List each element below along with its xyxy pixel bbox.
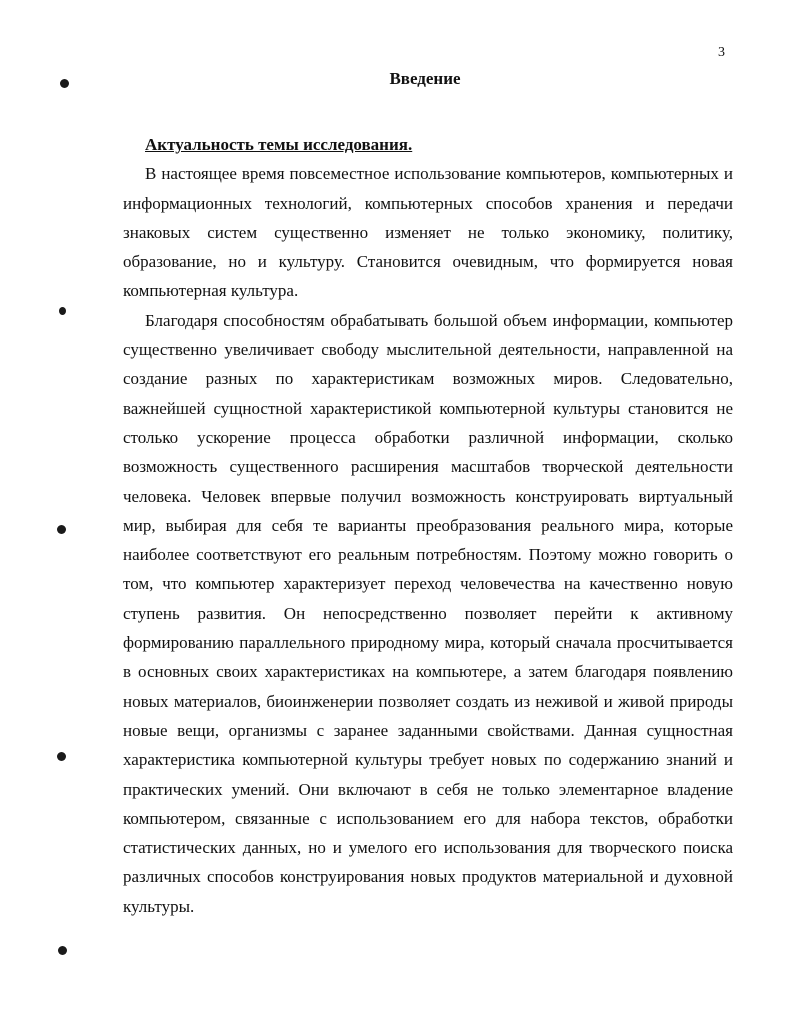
document-body	[123, 130, 733, 921]
binder-hole-mark	[57, 525, 66, 534]
paragraph-2: Благодаря способностям обрабатывать большой объем информации, компьютер существенно увеличивает свободу мыслительной деятельности, направленной на создание разных по характеристикам возможных миров. Следовательно, важнейшей сущностной характеристикой компьютерной культуры становится не столько ускорение процесса обработки различной информации, сколько возможность существенного расширения масштабов творческой деятельности человека. Человек впервые получил возможность конструировать виртуальный мир, выбирая для себя те варианты преобразования реального мира, которые наиболее соответствуют его реальным потребностям. Поэтому можно говорить о том, что компьютер характеризует переход человечества на качественно новую ступень развития. Он непосредственно позволяет перейти к активному формированию параллельного природному мира, который сначала просчитывается в основных своих характеристиках на компьютере, а затем благодаря появлению новых материалов, биоинженерии позволяет создать из неживой и живой природы новые вещи, организмы с заранее заданными свойствами. Данная сущностная характеристика компьютерной культуры требует новых по содержанию знаний и практических умений. Они включают в себя не только элементарное владение компьютером, связанные с использованием его для набора текстов, обработки статистических данных, но и умелого его использования для творческого поиска различных способов конструирования новых продуктов материальной и духовной культуры.	[123, 310, 733, 916]
section-subheading: Актуальность темы исследования.	[145, 135, 413, 154]
binder-hole-mark	[60, 79, 69, 88]
page-title: Введение	[389, 69, 461, 88]
binder-hole-mark	[57, 752, 66, 761]
binder-hole-mark	[58, 946, 67, 955]
page-number: 3	[718, 45, 725, 60]
binder-hole-mark	[59, 307, 66, 315]
paragraph-1: В настоящее время повсеместное использование компьютеров, компьютерных и информационных технологий, компьютерных способов хранения и передачи знаковых систем существенно изменяет не только экономику, политику, образование, но и культуру. Становится очевидным, что формируется новая компьютерная культура.	[123, 164, 733, 301]
